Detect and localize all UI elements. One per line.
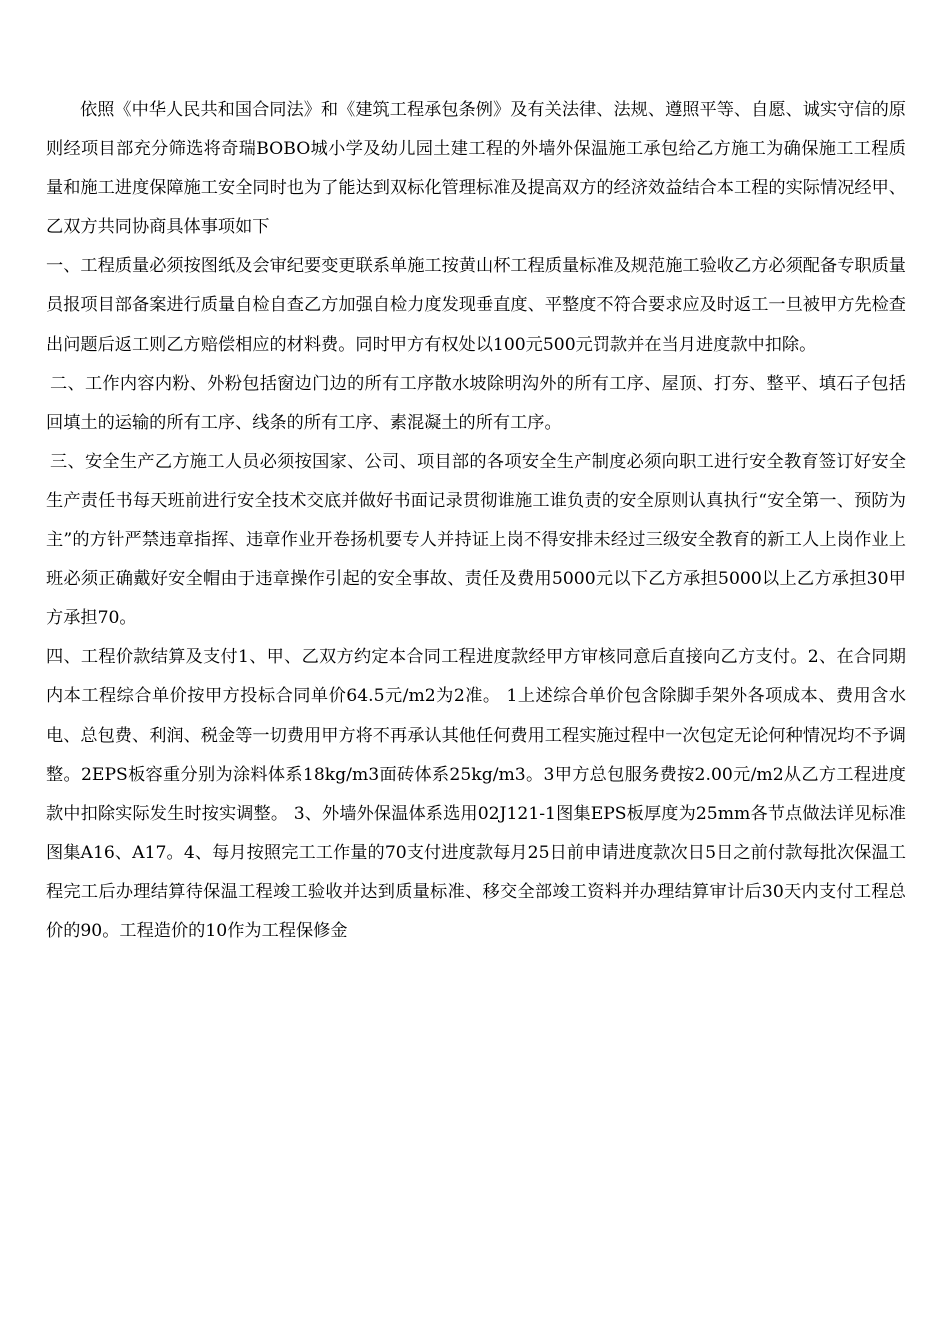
paragraph-safety: 三、安全生产乙方施工人员必须按国家、公司、项目部的各项安全生产制度必须向职工进行安全教育签订好安全生产责任书每天班前进行安全技术交底并做好书面记录贯彻谁施工谁负责的安全原则认真执行“安全第一、预防为主”的方针严禁违章指挥、违章作业开卷扬机要专人并持证上岗不得安排未经过三级安全教育的新工人上岗作业上班必须正确戴好安全帽由于违章操作引起的安全事故、责任及费用5000元以下乙方承担5000以上乙方承担30甲方承担70。 <box>46 451 906 629</box>
paragraph-work-scope: 二、工作内容内粉、外粉包括窗边门边的所有工序散水坡除明沟外的所有工序、屋顶、打夯、整平、填石子包括回填土的运输的所有工序、线条的所有工序、素混凝土的所有工序。 <box>46 373 906 433</box>
paragraph-preamble: 依照《中华人民共和国合同法》和《建筑工程承包条例》及有关法律、法规、遵照平等、自愿、诚实守信的原则经项目部充分筛选将奇瑞BOBO城小学及幼儿园土建工程的外墙外保温施工承包给乙方施工为确保施工工程质量和施工进度保障施工安全同时也为了能达到双标化管理标准及提高双方的经济效益结合本工程的实际情况经甲、乙双方共同协商具体事项如下 <box>46 100 906 238</box>
document-page <box>46 91 906 951</box>
paragraph-quality: 一、工程质量必须按图纸及会审纪要变更联系单施工按黄山杯工程质量标准及规范施工验收乙方必须配备专职质量员报项目部备案进行质量自检自查乙方加强自检力度发现垂直度、平整度不符合要求应及时返工一旦被甲方先检查出问题后返工则乙方赔偿相应的材料费。同时甲方有权处以100元500元罚款并在当月进度款中扣除。 <box>46 256 906 355</box>
paragraph-payment: 四、工程价款结算及支付1、甲、乙双方约定本合同工程进度款经甲方审核同意后直接向乙方支付。2、在合同期内本工程综合单价按甲方投标合同单价64.5元/m2为2准。 1上述综合单价包含除脚手架外各项成本、费用含水电、总包费、利润、税金等一切费用甲方将不再承认其他任何费用工程实施过程中一次包定无论何种情况均不予调整。2EPS板容重分别为涂料体系18kg/m3面砖体系25kg/m3。3甲方总包服务费按2.00元/m2从乙方工程进度款中扣除实际发生时按实调整。 3、外墙外保温体系选用02J121-1图集EPS板厚度为25mm各节点做法详见标准图集A16、A17。4、每月按照完工工作量的70支付进度款每月25日前申请进度款次日5日之前付款每批次保温工程完工后办理结算待保温工程竣工验收并达到质量标准、移交全部竣工资料并办理结算审计后30天内支付工程总价的90。工程造价的10作为工程保修金 <box>46 647 906 941</box>
